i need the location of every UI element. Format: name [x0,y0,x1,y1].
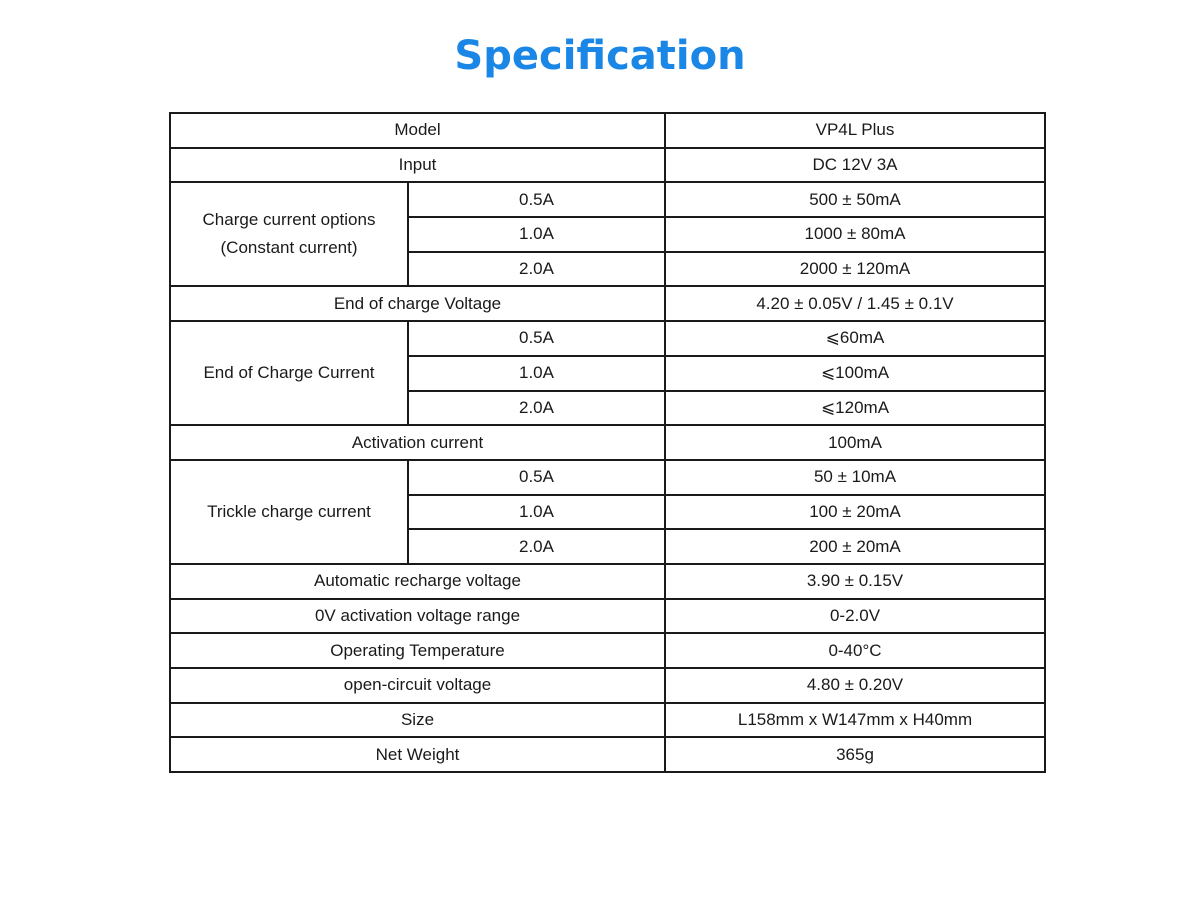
label-activation-current: Activation current [170,425,665,460]
option-end-current: 1.0A [408,356,665,391]
value-model: VP4L Plus [665,113,1045,148]
value-input: DC 12V 3A [665,148,1045,183]
value-temperature: 0-40°C [665,633,1045,668]
label-charge-current [170,182,408,286]
value-open-circuit: 4.80 ± 0.20V [665,668,1045,703]
option-charge-current: 1.0A [408,217,665,252]
option-charge-current: 0.5A [408,182,665,217]
value-trickle: 50 ± 10mA [665,460,1045,495]
value-end-voltage: 4.20 ± 0.05V / 1.45 ± 0.1V [665,286,1045,321]
row-activation-current [170,425,1045,460]
label-charge-current-line1: Charge current options [202,210,376,230]
label-model: Model [170,113,665,148]
value-size: L158mm x W147mm x H40mm [665,703,1045,738]
label-zero-v: 0V activation voltage range [170,599,665,634]
value-trickle: 100 ± 20mA [665,495,1045,530]
row-model [170,113,1045,148]
value-end-current: ⩽100mA [665,356,1045,391]
row-zero-v [170,599,1045,634]
label-end-voltage: End of charge Voltage [170,286,665,321]
value-charge-current: 2000 ± 120mA [665,252,1045,287]
label-weight: Net Weight [170,737,665,772]
label-end-current: End of Charge Current [170,321,408,425]
row-trickle-1 [170,460,1045,495]
option-trickle: 2.0A [408,529,665,564]
row-size [170,703,1045,738]
label-size: Size [170,703,665,738]
row-temperature [170,633,1045,668]
label-temperature: Operating Temperature [170,633,665,668]
page-title: Specification [454,33,746,79]
row-end-current-1 [170,321,1045,356]
value-end-current: ⩽60mA [665,321,1045,356]
row-open-circuit [170,668,1045,703]
row-input [170,148,1045,183]
label-auto-recharge: Automatic recharge voltage [170,564,665,599]
label-trickle: Trickle charge current [170,460,408,564]
option-charge-current: 2.0A [408,252,665,287]
row-charge-current-1 [170,182,1045,217]
row-end-voltage [170,286,1045,321]
specification-table [169,112,1046,773]
option-end-current: 2.0A [408,391,665,426]
value-auto-recharge: 3.90 ± 0.15V [665,564,1045,599]
value-weight: 365g [665,737,1045,772]
label-input: Input [170,148,665,183]
option-end-current: 0.5A [408,321,665,356]
label-charge-current-line2: (Constant current) [220,238,358,258]
value-trickle: 200 ± 20mA [665,529,1045,564]
label-open-circuit: open-circuit voltage [170,668,665,703]
value-charge-current: 500 ± 50mA [665,182,1045,217]
value-zero-v: 0-2.0V [665,599,1045,634]
row-auto-recharge [170,564,1045,599]
option-trickle: 1.0A [408,495,665,530]
value-end-current: ⩽120mA [665,391,1045,426]
option-trickle: 0.5A [408,460,665,495]
row-weight [170,737,1045,772]
value-activation-current: 100mA [665,425,1045,460]
value-charge-current: 1000 ± 80mA [665,217,1045,252]
